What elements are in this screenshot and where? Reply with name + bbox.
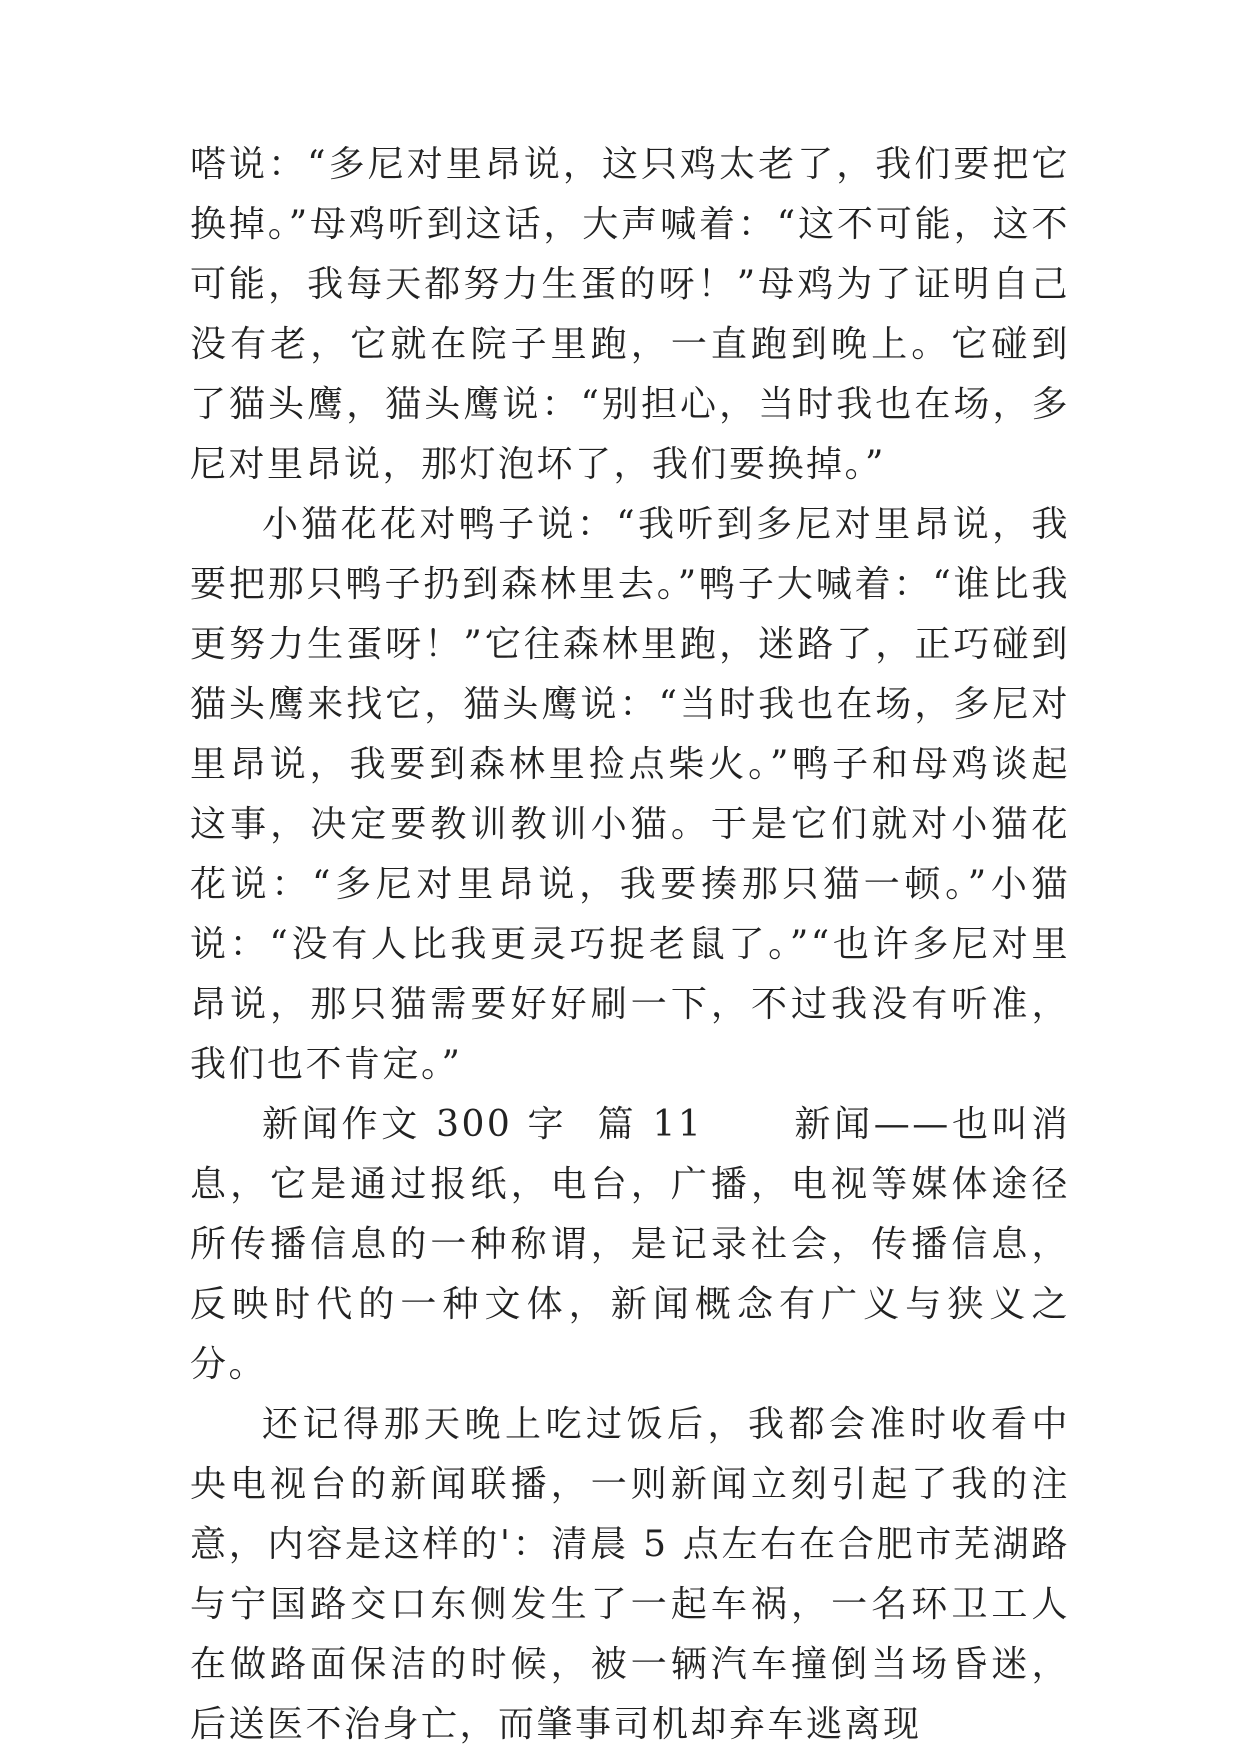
paragraph-news-report: 还记得那天晚上吃过饭后，我都会准时收看中央电视台的新闻联播，一则新闻立刻引起了我的注意，内容是这样的'：清晨 5 点左右在合肥市芜湖路与宁国路交口东侧发生了一起车祸，一名环卫工人在做路面保洁的时候，被一辆汽车撞倒当场昏迷，后送医不治身亡，而肇事司机却弃车逃离现 [190,1404,1070,1745]
paragraph-story-duck-cat: 小猫花花对鸭子说：“我听到多尼对里昂说，我要把那只鸭子扔到森林里去。”鸭子大喊着：“谁比我更努力生蛋呀！”它往森林里跑，迷路了，正巧碰到猫头鹰来找它，猫头鹰说：“当时我也在场，多尼对里昂说，我要到森林里捡点柴火。”鸭子和母鸡谈起这事，决定要教训教训小猫。于是它们就对小猫花花说：“多尼对里昂说，我要揍那只猫一顿。”小猫说：“没有人比我更灵巧捉老鼠了。”“也许多尼对里昂说，那只猫需要好好刷一下，不过我没有听准，我们也不肯定。” [190,504,1070,1085]
paragraph-news-definition: 新闻作文 300 字 篇 11 新闻——也叫消息，它是通过报纸，电台，广播，电视等媒体途径所传播信息的一种称谓，是记录社会，传播信息，反映时代的一种文体，新闻概念有广义与狭义之分。 [190,1104,1070,1385]
document-body [190,135,1070,1755]
paragraph-story-hen: 嗒说：“多尼对里昂说，这只鸡太老了，我们要把它换掉。”母鸡听到这话，大声喊着：“这不可能，这不可能，我每天都努力生蛋的呀！”母鸡为了证明自己没有老，它就在院子里跑，一直跑到晚上。它碰到了猫头鹰，猫头鹰说：“别担心，当时我也在场，多尼对里昂说，那灯泡坏了，我们要换掉。” [190,144,1070,485]
